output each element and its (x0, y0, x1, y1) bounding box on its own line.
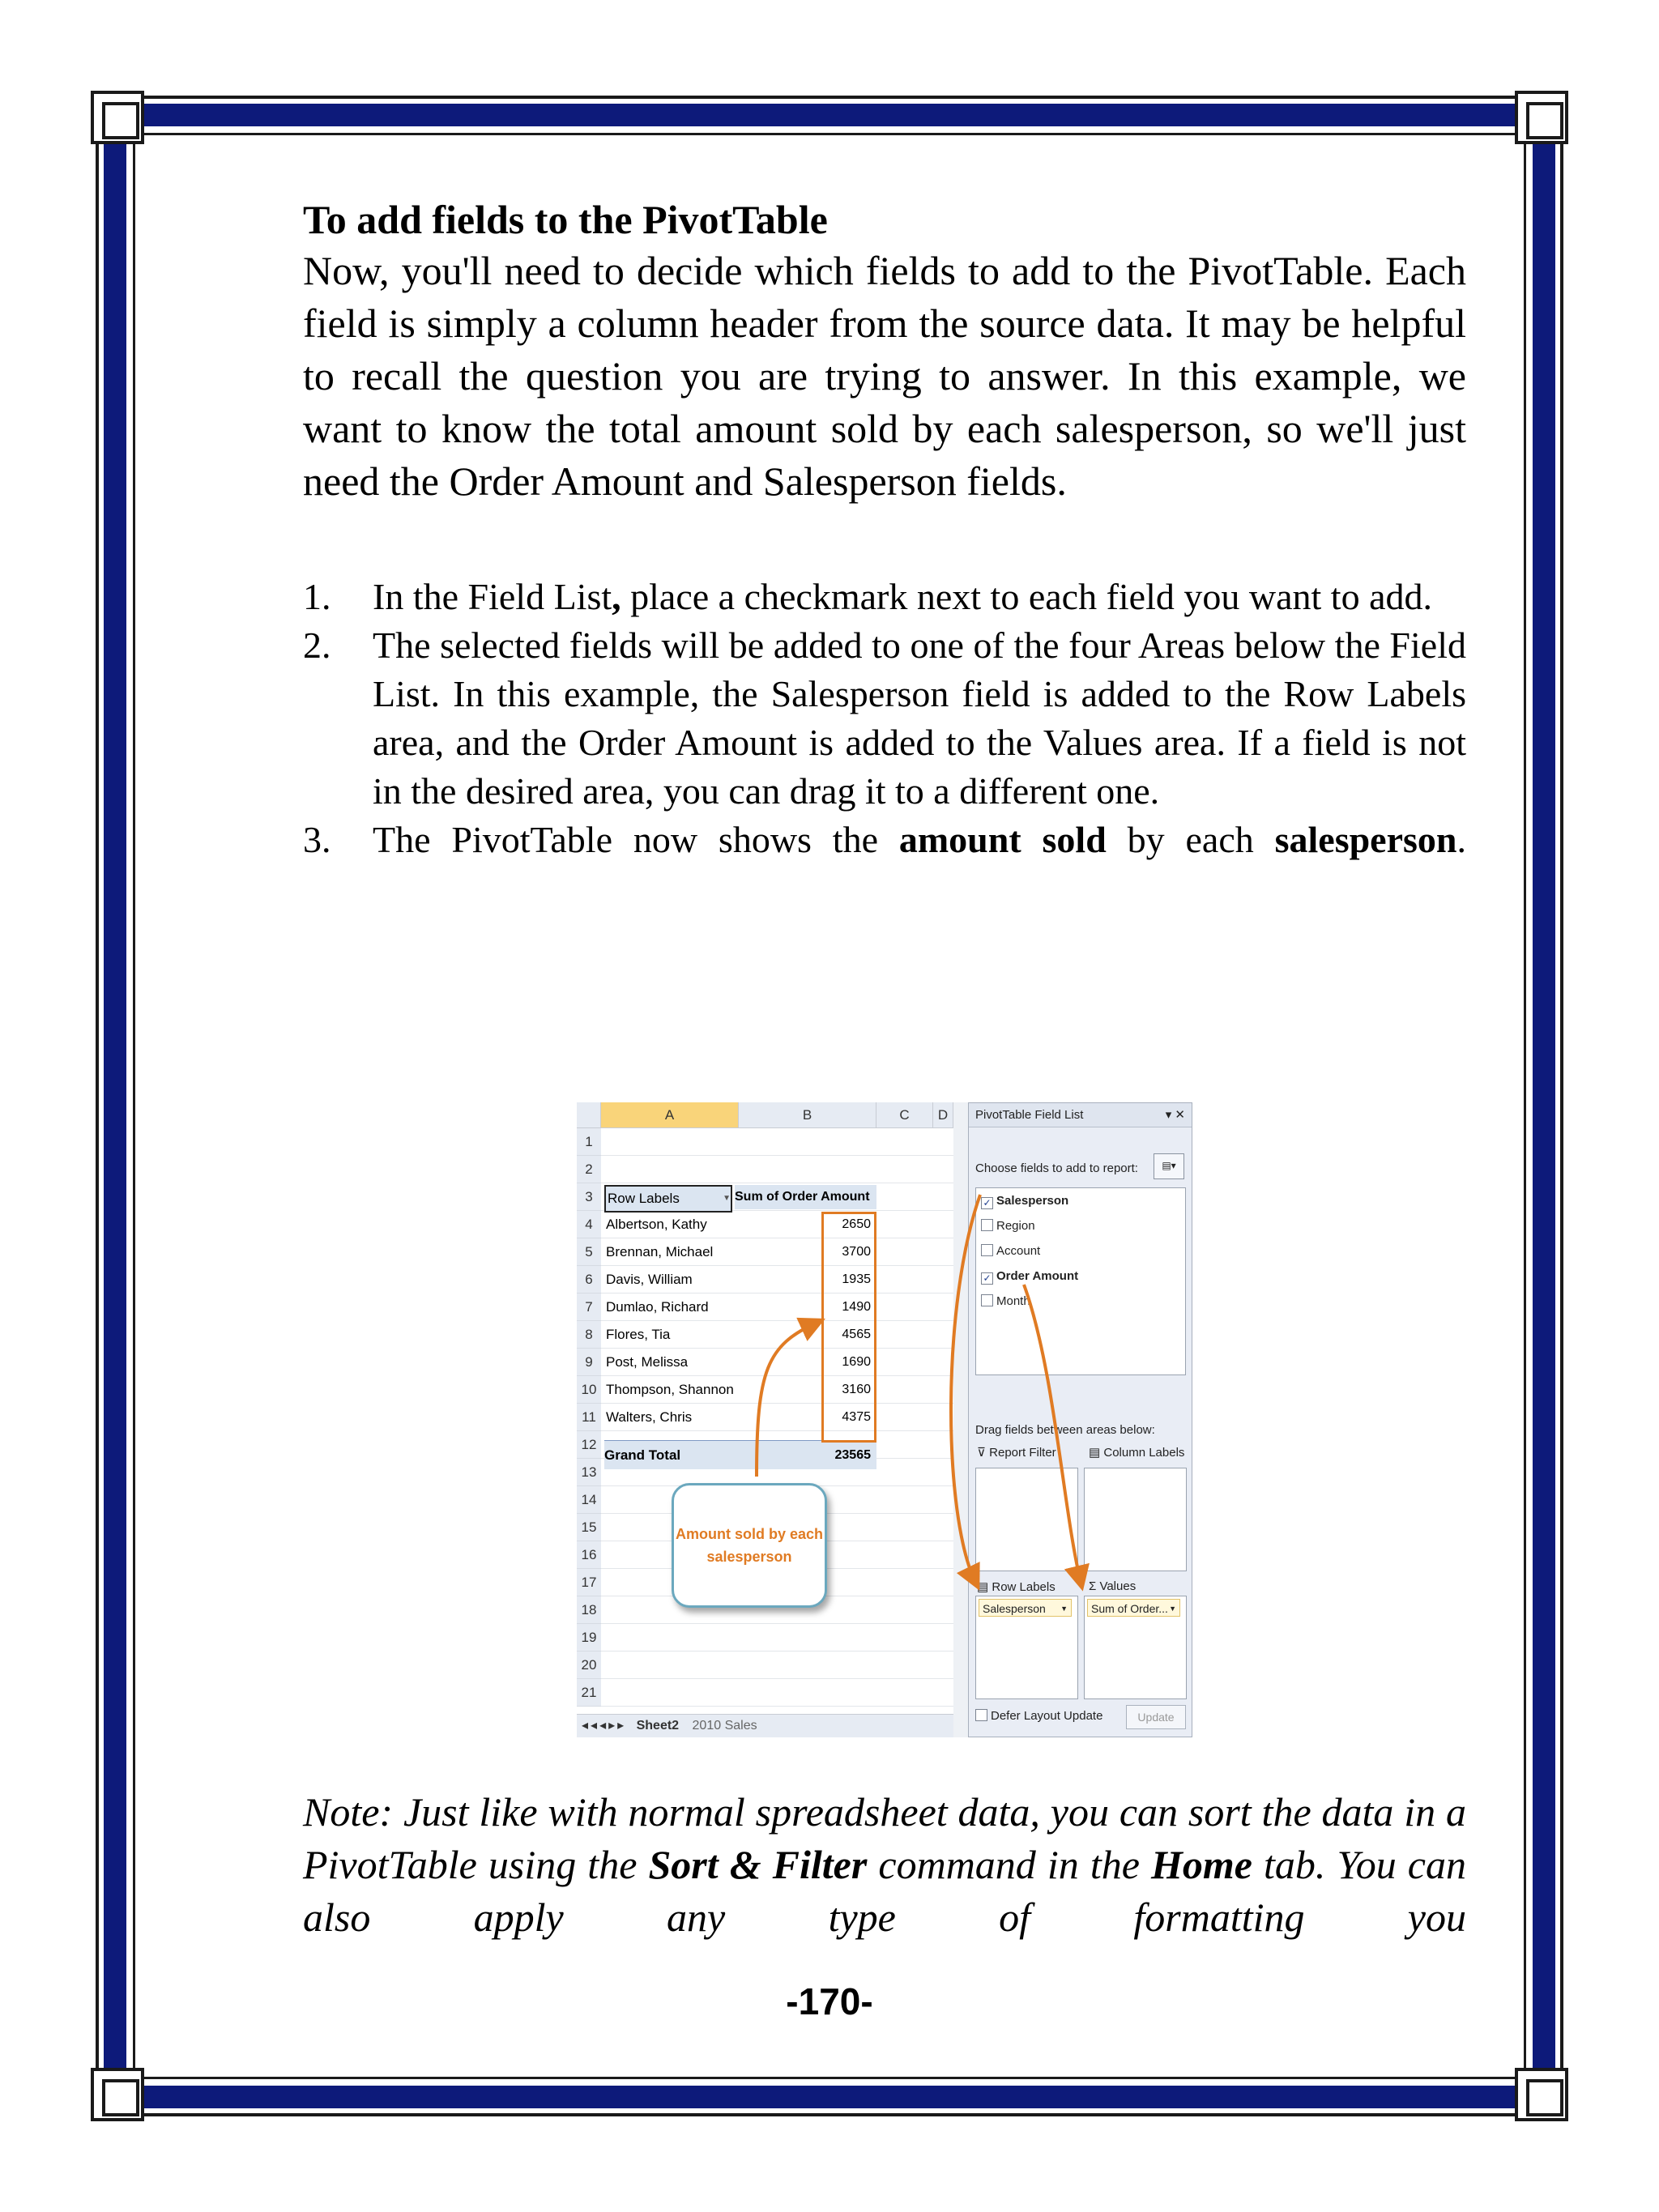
grand-total-value: 23565 (834, 1448, 871, 1462)
row-labels-text: Row Labels (992, 1580, 1056, 1594)
salesperson-name: Walters, Chris (606, 1409, 693, 1425)
pivottable-screenshot (577, 1102, 1192, 1737)
column-labels-text: Column Labels (1103, 1446, 1185, 1460)
intro-paragraph: Now, you'll need to decide which fields to add to the PivotTable. Each field is simply a column header from the source data. It may be helpful to recall the question you are trying to answer. In this example, we want to know the total amount sold by each salesperson, so we'll just need the Order Amount and Salesperson fields. (303, 248, 1466, 504)
row-header: 10 (577, 1376, 601, 1404)
close-icon[interactable]: ▾ ✕ (1165, 1108, 1185, 1122)
arrow-salesperson-to-rows (951, 1195, 980, 1582)
column-header-b: B (739, 1102, 876, 1128)
note-bold: Home (1150, 1842, 1252, 1887)
row-header: 7 (577, 1294, 601, 1321)
callout-amount-sold: Amount sold by each salesperson (672, 1483, 827, 1608)
grand-total-label: Grand Total (604, 1447, 681, 1463)
arrow-order-amount-to-values (1024, 1285, 1081, 1582)
row-header: 18 (577, 1596, 601, 1624)
step-number: 1. (303, 576, 331, 617)
salesperson-chip-text: Salesperson (983, 1602, 1046, 1615)
step-number: 2. (303, 624, 331, 666)
row-header: 4 (577, 1211, 601, 1238)
row-header: 9 (577, 1349, 601, 1376)
row-header: 3 (577, 1183, 601, 1211)
step-text: The selected fields will be added to one of the four Areas below the Field List. In this example, the Salesperson field is added to the Row Labels area, and the Order Amount is added to the Values area. If a field is not in the desired area, you can drag it to a different one. (373, 624, 1466, 812)
main-content (303, 194, 1466, 864)
note-text: Note: Just like with normal spreadsheet data, you can sort the data in a PivotTable using the (303, 1789, 1466, 1887)
step-bold: salesperson (1274, 819, 1457, 860)
corner-ornament-bottom-right (1515, 2068, 1568, 2121)
field-name: Order Amount (996, 1269, 1079, 1283)
tab-nav-icon[interactable]: ◂◂◂▸▸ (582, 1719, 627, 1733)
steps-list (303, 573, 1466, 864)
step-text: In the Field List (373, 576, 612, 617)
salesperson-name: Dumlao, Richard (606, 1299, 709, 1315)
row-labels-header-text: Row Labels (608, 1191, 680, 1206)
row-header: 16 (577, 1541, 601, 1569)
row-header: 19 (577, 1624, 601, 1652)
row-header: 2 (577, 1156, 601, 1183)
salesperson-name: Brennan, Michael (606, 1244, 714, 1259)
order-amount: 1935 (842, 1272, 871, 1286)
choose-fields-label: Choose fields to add to report: (975, 1161, 1138, 1175)
salesperson-name: Thompson, Shannon (606, 1382, 734, 1397)
sum-order-amount-header: Sum of Order Amount (735, 1185, 876, 1209)
salesperson-name: Post, Melissa (606, 1354, 689, 1370)
step-number: 3. (303, 819, 331, 860)
report-filter-text: Report Filter (989, 1446, 1056, 1460)
order-amount: 4375 (842, 1410, 871, 1424)
field-name: Region (996, 1219, 1035, 1233)
arrow-overlay (577, 1102, 1192, 1737)
row-header: 5 (577, 1238, 601, 1266)
field-name: Account (996, 1244, 1041, 1258)
order-amount: 4565 (842, 1328, 871, 1341)
note-paragraph (303, 1786, 1466, 1944)
column-labels-icon: ▤ (1089, 1446, 1101, 1460)
salesperson-name: Albertson, Kathy (606, 1217, 707, 1232)
step-text: . (1456, 819, 1466, 860)
order-amount: 1690 (842, 1355, 871, 1369)
drag-fields-label: Drag fields between areas below: (975, 1423, 1155, 1437)
row-header: 12 (577, 1431, 601, 1459)
corner-ornament-bottom-left (91, 2068, 144, 2121)
checked-checkbox-icon[interactable]: ✓ (981, 1272, 993, 1285)
corner-ornament-top-right (1515, 91, 1568, 144)
field-list-title-text: PivotTable Field List (975, 1108, 1084, 1122)
chevron-down-icon: ▼ (1169, 1605, 1176, 1613)
column-header-d: D (933, 1102, 953, 1128)
note-bold: Sort & Filter (648, 1842, 868, 1887)
step-text: by each (1106, 819, 1275, 860)
row-labels-icon: ▤ (977, 1580, 989, 1594)
row-header: 15 (577, 1514, 601, 1541)
step-bold: amount sold (898, 819, 1107, 860)
arrow-callout-to-amounts (757, 1323, 817, 1477)
update-button[interactable]: Update (1126, 1705, 1186, 1729)
filter-icon: ⊽ (977, 1446, 986, 1460)
column-header-a: A (601, 1102, 739, 1128)
tab-2010-sales[interactable]: 2010 Sales (692, 1719, 757, 1733)
row-header: 6 (577, 1266, 601, 1294)
corner-ornament-top-left (91, 91, 144, 144)
row-header: 21 (577, 1679, 601, 1707)
order-amount: 3160 (842, 1383, 871, 1396)
salesperson-name: Flores, Tia (606, 1327, 671, 1342)
row-header: 17 (577, 1569, 601, 1596)
field-name: Salesperson (996, 1194, 1069, 1208)
row-header: 14 (577, 1486, 601, 1514)
chevron-down-icon: ▼ (1060, 1605, 1068, 1613)
order-amount: 1490 (842, 1300, 871, 1314)
step-bold: , (612, 576, 621, 617)
section-heading: To add fields to the PivotTable (303, 197, 828, 242)
row-header: 20 (577, 1652, 601, 1679)
step-1 (303, 573, 1466, 621)
layout-options-button[interactable]: ▤▾ (1154, 1153, 1184, 1179)
row-header: 13 (577, 1459, 601, 1486)
note-text: command in the (867, 1842, 1151, 1887)
sum-order-chip-text: Sum of Order... (1091, 1602, 1168, 1615)
order-amount: 2650 (842, 1217, 871, 1231)
step-3 (303, 816, 1466, 864)
row-header: 1 (577, 1128, 601, 1156)
row-header: 11 (577, 1404, 601, 1431)
step-text: The PivotTable now shows the (373, 819, 899, 860)
page-number: -170- (786, 1980, 873, 2022)
note-text: tab. You can also apply any type of formatting you (303, 1842, 1466, 1940)
values-text: Values (1099, 1579, 1137, 1593)
order-amount: 3700 (842, 1245, 871, 1259)
sigma-icon: Σ (1089, 1579, 1097, 1593)
salesperson-name: Davis, William (606, 1272, 693, 1287)
field-name: Month (996, 1294, 1030, 1308)
checked-checkbox-icon[interactable]: ✓ (981, 1197, 993, 1209)
filter-dropdown-icon: ▼ (723, 1194, 731, 1203)
defer-layout-text: Defer Layout Update (991, 1709, 1103, 1723)
step-text: place a checkmark next to each field you want to add. (621, 576, 1432, 617)
tab-sheet2[interactable]: Sheet2 (636, 1719, 680, 1733)
step-2 (303, 621, 1466, 816)
row-header: 8 (577, 1321, 601, 1349)
column-header-c: C (876, 1102, 933, 1128)
